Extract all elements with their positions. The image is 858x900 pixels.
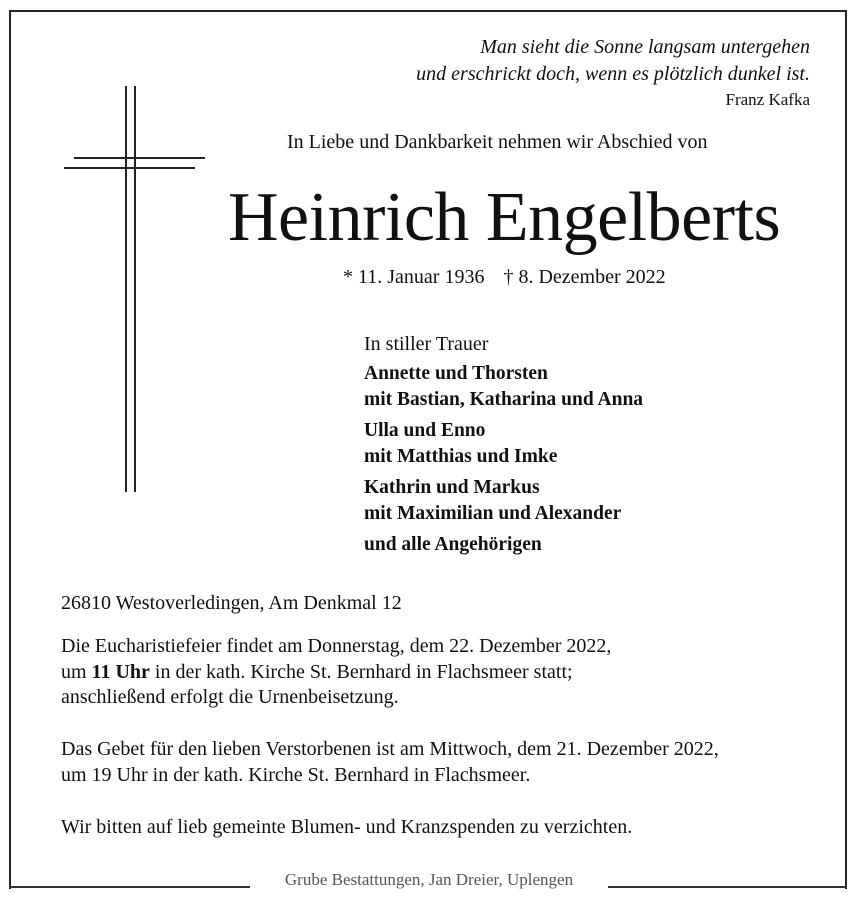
mourner-names: Ulla und Enno	[364, 420, 486, 441]
birth-date: * 11. Januar 1936	[343, 266, 485, 288]
quote-line-2: und erschrickt doch, wenn es plötzlich dunkel ist.	[416, 63, 810, 85]
service-time: 11 Uhr	[91, 660, 150, 683]
request-paragraph	[61, 815, 632, 841]
prayer-paragraph	[61, 737, 719, 788]
mourners-heading: In stiller Trauer	[364, 333, 489, 355]
mourners-relatives: und alle Angehörigen	[364, 534, 542, 555]
life-dates	[343, 266, 666, 289]
prayer-line-2: um 19 Uhr in der kath. Kirche St. Bernhard in Flachsmeer.	[61, 763, 531, 786]
prayer-line-1: Das Gebet für den lieben Verstorbenen ist am Mittwoch, dem 21. Dezember 2022,	[61, 738, 719, 760]
intro-text: In Liebe und Dankbarkeit nehmen wir Abschied von	[287, 131, 708, 153]
mourner-family	[364, 475, 643, 527]
service-paragraph	[61, 634, 611, 711]
service-time-prefix: um	[61, 660, 92, 683]
service-location: in der kath. Kirche St. Bernhard in Flachsmeer statt;	[149, 660, 573, 683]
cross-icon	[60, 86, 210, 496]
mourner-children: mit Maximilian und Alexander	[364, 503, 622, 524]
death-date: † 8. Dezember 2022	[503, 266, 666, 288]
mourner-names: Kathrin und Markus	[364, 477, 540, 498]
address: 26810 Westoverledingen, Am Denkmal 12	[61, 592, 402, 614]
frame-bottom-line-right	[608, 886, 847, 888]
quote-line-1: Man sieht die Sonne langsam untergehen	[480, 36, 810, 58]
service-line-1: Die Eucharistiefeier findet am Donnerstag, dem 22. Dezember 2022,	[61, 635, 612, 657]
mourners	[364, 331, 643, 558]
request-line: Wir bitten auf lieb gemeinte Blumen- und Kranzspenden zu verzichten.	[61, 816, 633, 838]
mourner-children: mit Bastian, Katharina und Anna	[364, 389, 644, 410]
service-line-2	[61, 660, 611, 686]
deceased-name: Heinrich Engelberts	[228, 179, 781, 256]
mourner-names: Annette und Thorsten	[364, 363, 548, 384]
footer-credit: Grube Bestattungen, Jan Dreier, Uplengen	[284, 870, 574, 889]
service-line-3: anschließend erfolgt die Urnenbeisetzung.	[61, 686, 399, 708]
mourner-family	[364, 418, 643, 470]
frame-bottom-line-left	[9, 886, 250, 888]
mourner-family	[364, 361, 643, 413]
mourner-children: mit Matthias und Imke	[364, 446, 558, 467]
quote	[416, 34, 810, 111]
quote-author: Franz Kafka	[725, 90, 810, 109]
